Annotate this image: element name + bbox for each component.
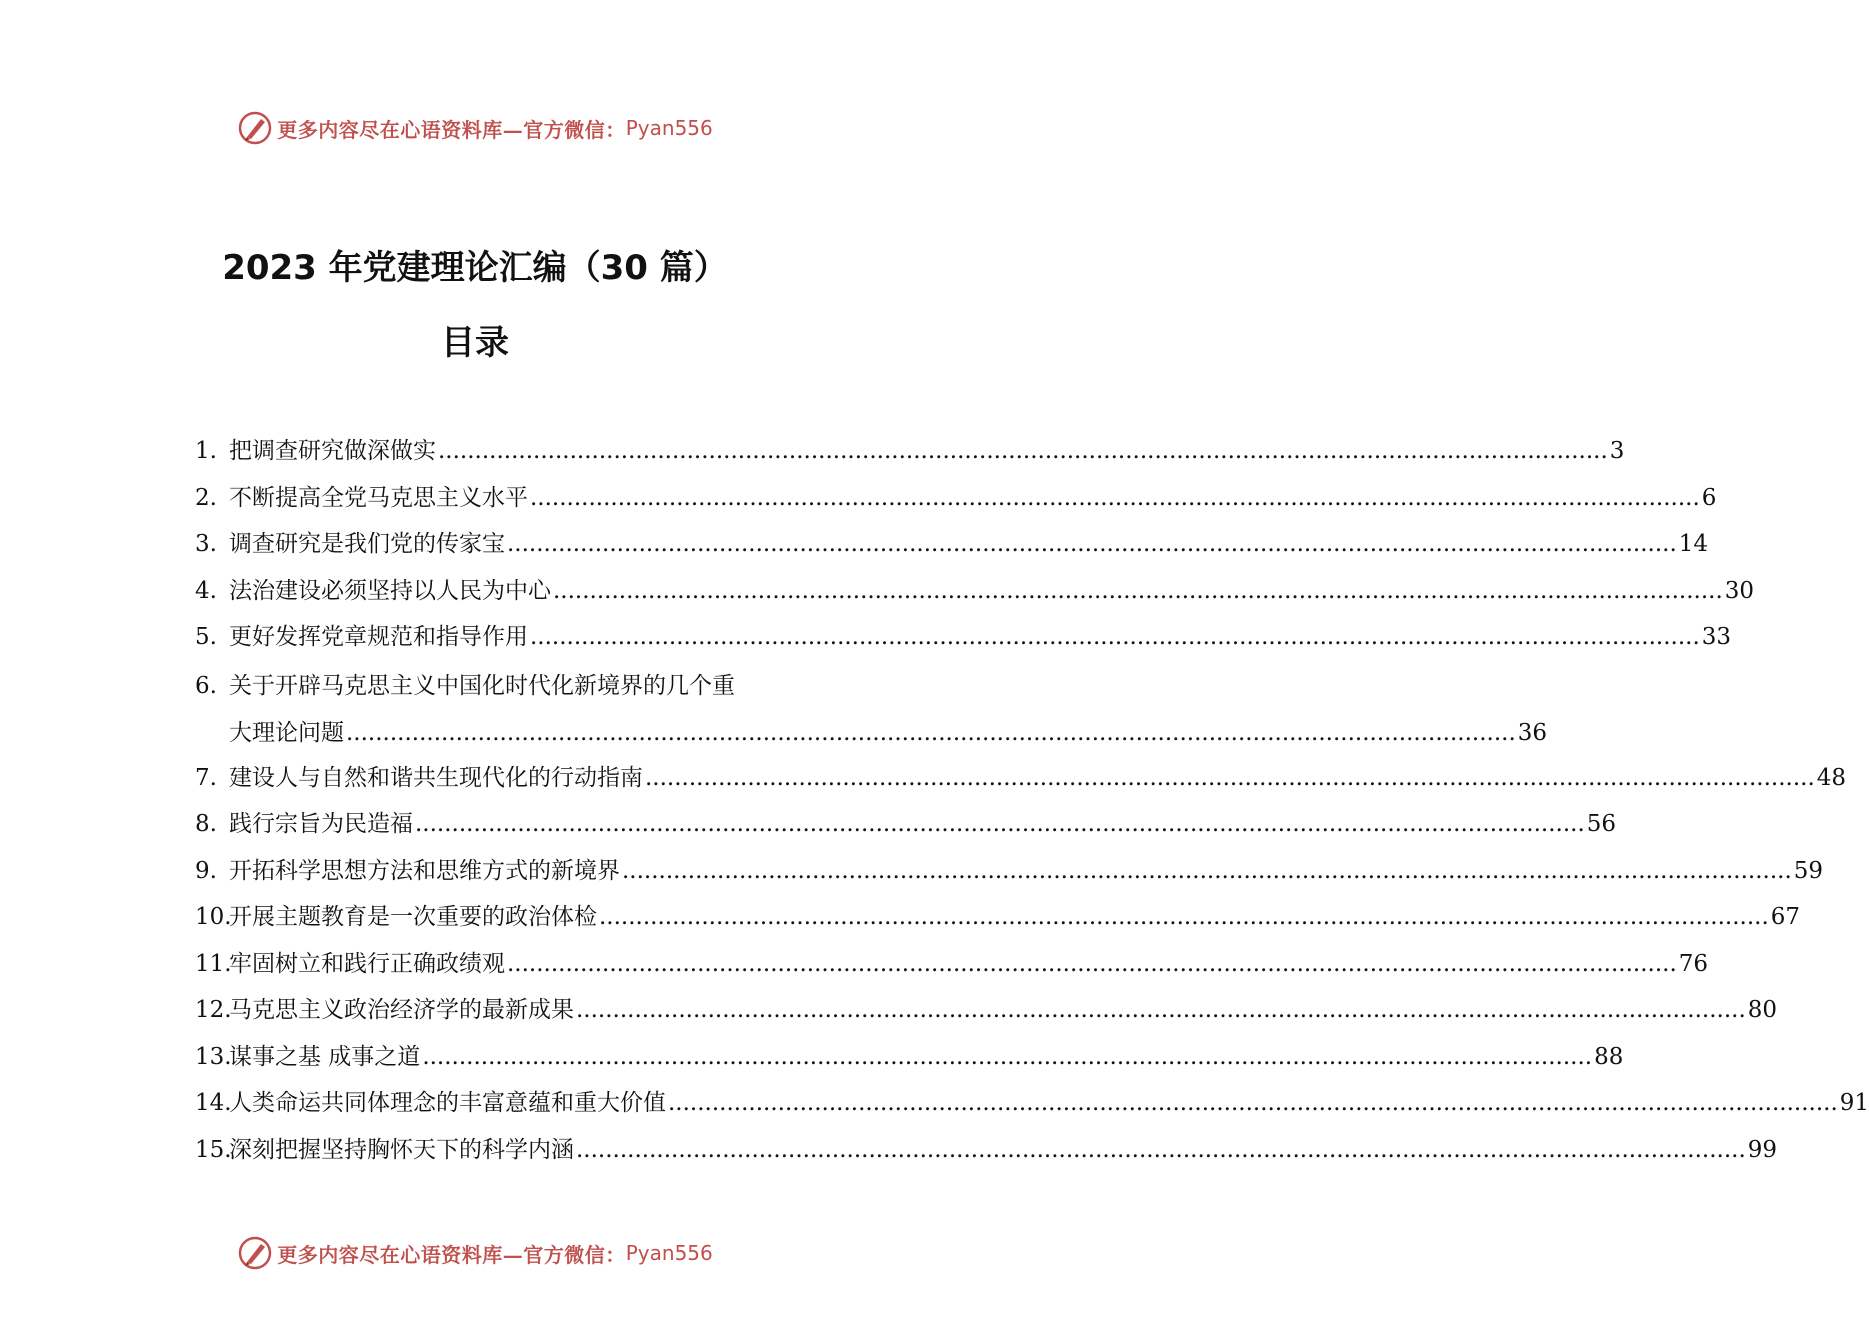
toc-page: 76 <box>1678 950 1709 977</box>
toc-number: 8. <box>195 811 217 837</box>
toc-entry[interactable] <box>195 941 1709 988</box>
toc-number: 1. <box>195 438 217 464</box>
pen-logo-icon <box>237 1235 273 1271</box>
toc-leader <box>507 521 1677 568</box>
toc-leader <box>415 801 1585 848</box>
toc-title: 马克思主义政治经济学的最新成果 <box>229 997 574 1023</box>
toc-title: 大理论问题 <box>229 719 344 746</box>
toc-leader <box>599 894 1769 941</box>
toc-page: 91 <box>1839 1090 1869 1116</box>
toc-title: 不断提高全党马克思主义水平 <box>229 484 528 511</box>
toc-title: 建设人与自然和谐共生现代化的行动指南 <box>229 764 643 791</box>
table-of-contents <box>195 428 1869 1173</box>
toc-number: 14. <box>195 1090 232 1116</box>
toc-page: 88 <box>1594 1043 1624 1070</box>
watermark-id: Pyan556 <box>625 1241 713 1265</box>
toc-number: 12. <box>195 997 232 1023</box>
toc-title: 法治建设必须坚持以人民为中心 <box>229 577 551 604</box>
toc-entry[interactable] <box>195 428 1625 475</box>
toc-leader <box>438 428 1608 475</box>
toc-title: 牢固树立和践行正确政绩观 <box>229 950 505 977</box>
toc-number: 5. <box>195 624 217 650</box>
toc-entry[interactable] <box>195 614 1732 661</box>
toc-leader <box>622 848 1792 895</box>
toc-title: 践行宗旨为民造福 <box>229 811 413 837</box>
toc-number: 11. <box>195 950 232 977</box>
toc-heading: 目录 <box>441 323 509 363</box>
toc-number: 7. <box>195 764 217 791</box>
toc-page: 48 <box>1816 764 1847 791</box>
toc-number: 6. <box>195 672 217 699</box>
toc-leader <box>576 987 1746 1034</box>
toc-entry[interactable] <box>195 801 1617 848</box>
toc-number: 15. <box>195 1136 232 1163</box>
toc-title: 谋事之基 成事之道 <box>229 1043 421 1070</box>
document-title: 2023 年党建理论汇编（30 篇） <box>222 248 728 288</box>
toc-page: 99 <box>1747 1136 1778 1163</box>
toc-page: 59 <box>1793 857 1824 884</box>
toc-page: 56 <box>1586 811 1617 837</box>
pen-logo-icon <box>237 110 273 146</box>
toc-entry[interactable] <box>195 987 1778 1034</box>
toc-title: 人类命运共同体理念的丰富意蕴和重大价值 <box>229 1090 666 1116</box>
toc-page: 3 <box>1609 438 1625 464</box>
toc-entry[interactable] <box>195 1127 1778 1174</box>
watermark-id: Pyan556 <box>625 116 713 140</box>
toc-entry[interactable] <box>195 568 1755 615</box>
toc-entry[interactable] <box>195 848 1824 895</box>
toc-page: 14 <box>1678 531 1709 557</box>
toc-title: 开拓科学思想方法和思维方式的新境界 <box>229 857 620 884</box>
watermark-header <box>0 108 950 148</box>
toc-page: 67 <box>1770 904 1801 930</box>
toc-page: 36 <box>1517 719 1548 746</box>
toc-entry[interactable] <box>195 755 1847 802</box>
toc-entry[interactable] <box>195 1034 1624 1081</box>
toc-number: 4. <box>195 577 217 604</box>
toc-entry[interactable] <box>195 1080 1869 1127</box>
toc-number: 13. <box>195 1043 232 1070</box>
toc-page: 30 <box>1724 577 1755 604</box>
toc-entry[interactable] <box>195 894 1801 941</box>
toc-title-line1: 关于开辟马克思主义中国化时代化新境界的几个重 <box>229 672 735 699</box>
watermark-text: 更多内容尽在心语资料库—官方微信： <box>277 1242 626 1267</box>
toc-leader <box>346 711 1516 755</box>
toc-number: 3. <box>195 531 217 557</box>
toc-entry[interactable] <box>195 475 1717 522</box>
toc-leader <box>422 1034 1592 1081</box>
toc-leader <box>668 1080 1838 1127</box>
toc-title: 深刻把握坚持胸怀天下的科学内涵 <box>229 1136 574 1163</box>
toc-leader <box>553 568 1723 615</box>
toc-title: 开展主题教育是一次重要的政治体检 <box>229 904 597 930</box>
toc-leader <box>507 941 1677 988</box>
toc-number: 10. <box>195 904 232 930</box>
toc-entry[interactable] <box>195 661 1548 755</box>
toc-leader <box>530 475 1700 522</box>
watermark-footer <box>0 1233 950 1273</box>
toc-title: 调查研究是我们党的传家宝 <box>229 531 505 557</box>
toc-number: 9. <box>195 857 217 884</box>
toc-number: 2. <box>195 484 217 511</box>
toc-leader <box>530 614 1700 661</box>
toc-title: 更好发挥党章规范和指导作用 <box>229 624 528 650</box>
toc-entry[interactable] <box>195 521 1709 568</box>
toc-page: 80 <box>1747 997 1778 1023</box>
toc-title: 把调查研究做深做实 <box>229 438 436 464</box>
toc-leader <box>645 755 1815 802</box>
watermark-text: 更多内容尽在心语资料库—官方微信： <box>277 117 626 142</box>
toc-page: 33 <box>1701 624 1732 650</box>
toc-page: 6 <box>1701 484 1717 511</box>
toc-leader <box>576 1127 1746 1174</box>
